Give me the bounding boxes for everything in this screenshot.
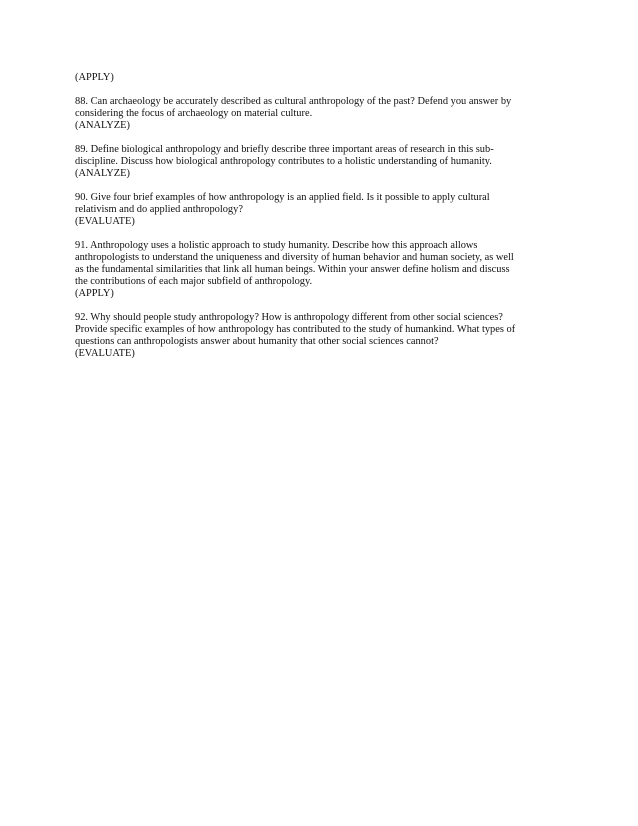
question-88-line-1: 88. Can archaeology be accurately described as cultural anthropology of the past? Defend you answer by — [75, 96, 512, 107]
paragraph-gap — [75, 228, 520, 240]
question-89-line-2: discipline. Discuss how biological anthropology contributes to a holistic understanding of humanity. — [75, 156, 492, 167]
paragraph-gap — [75, 132, 520, 144]
question-92-line-3: questions can anthropologists answer about humanity that other social sciences cannot? — [75, 336, 439, 347]
bloom-level-label: (ANALYZE) — [75, 120, 130, 131]
question-91-line-2: anthropologists to understand the uniqueness and diversity of human behavior and human society, as well — [75, 252, 514, 263]
question-90-line-1: 90. Give four brief examples of how anthropology is an applied field. Is it possible to apply cultural — [75, 192, 490, 203]
question-91-line-4: the contributions of each major subfield of anthropology. — [75, 276, 313, 287]
bloom-level-label: (APPLY) — [75, 288, 114, 299]
question-92-line-1: 92. Why should people study anthropology? How is anthropology different from other social sciences? — [75, 312, 503, 323]
question-90-line-2: relativism and do applied anthropology? — [75, 204, 243, 215]
bloom-level-label: (APPLY) — [75, 72, 114, 83]
question-91-line-3: as the fundamental similarities that link all human beings. Within your answer define holism and discuss — [75, 264, 510, 275]
bloom-level-label: (EVALUATE) — [75, 348, 135, 359]
question-91-line-1: 91. Anthropology uses a holistic approach to study humanity. Describe how this approach allows — [75, 240, 478, 251]
document-page — [75, 72, 520, 360]
question-92-line-2: Provide specific examples of how anthropology has contributed to the study of humankind. What types of — [75, 324, 516, 335]
bloom-level-label: (EVALUATE) — [75, 216, 135, 227]
question-88-line-2: considering the focus of archaeology on material culture. — [75, 108, 313, 119]
paragraph-gap — [75, 300, 520, 312]
bloom-level-label: (ANALYZE) — [75, 168, 130, 179]
question-89-line-1: 89. Define biological anthropology and briefly describe three important areas of research in this sub- — [75, 144, 494, 155]
paragraph-gap — [75, 180, 520, 192]
paragraph-gap — [75, 84, 520, 96]
